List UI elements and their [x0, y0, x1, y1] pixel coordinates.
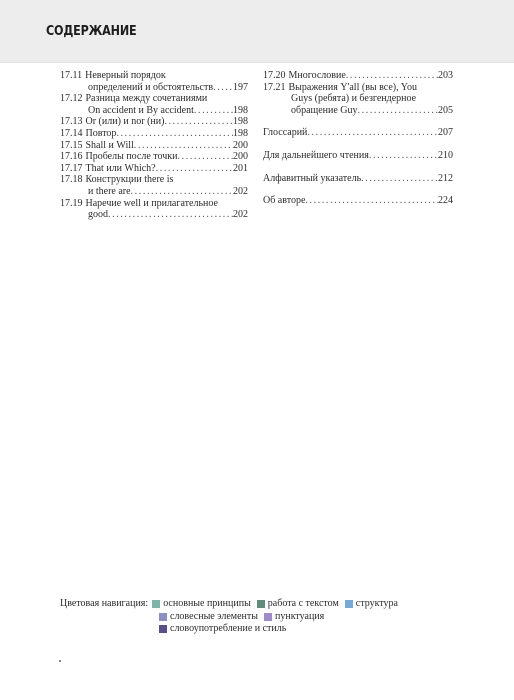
toc-entry-title: Наречие well и прилагательное [85, 197, 218, 209]
toc-leader-dots [156, 163, 233, 175]
toc-entry-title: Многословие [288, 70, 346, 81]
legend-swatch [257, 600, 265, 608]
legend-swatch [264, 613, 272, 621]
toc-entry-title: good [88, 209, 108, 221]
toc-entry[interactable] [263, 82, 453, 117]
toc-entry-title: Shall и Will [85, 139, 134, 151]
toc-entry[interactable] [60, 93, 248, 116]
legend-swatch [152, 600, 160, 608]
toc-left-column [60, 70, 248, 221]
toc-entry-number: 17.12 [60, 93, 83, 105]
toc-entry-glossary[interactable] [263, 127, 453, 139]
legend-item [159, 623, 286, 636]
toc-entry-number: 17.15 [60, 139, 83, 151]
legend-label: Цветовая навигация: [60, 598, 149, 609]
toc-entry[interactable] [263, 70, 453, 82]
toc-entry-page: 201 [233, 162, 248, 174]
toc-entry-further-reading[interactable] [263, 150, 453, 162]
page-title: СОДЕРЖАНИЕ [46, 24, 137, 39]
toc-entry-page: 200 [233, 151, 248, 163]
toc-entry-title: That или Which? [85, 162, 156, 174]
toc-leader-dots [134, 140, 233, 152]
toc-leader-dots [131, 186, 233, 198]
toc-leader-dots [346, 70, 438, 82]
toc-entry-title: Для дальнейшего чтения [263, 149, 369, 161]
toc-leader-dots [213, 82, 233, 94]
toc-entry-title: Глоссарий [263, 127, 308, 139]
toc-entry-title: Разница между сочетаниями [85, 93, 208, 105]
legend-item [264, 611, 324, 624]
toc-entry-index[interactable] [263, 173, 453, 185]
toc-entry-number: 17.11 [60, 70, 83, 81]
legend-item [257, 598, 339, 611]
legend-item-label: словоупотребление и стиль [170, 623, 287, 634]
legend-swatch [159, 613, 167, 621]
legend-item-label: словесные элементы [170, 610, 258, 622]
toc-entry-title: Or (или) и nor (ни) [85, 116, 165, 128]
toc-leader-dots [361, 173, 438, 185]
toc-entry-page: 197 [233, 81, 248, 93]
toc-entry-number: 17.21 [263, 81, 286, 93]
toc-entry-number: 17.17 [60, 162, 83, 174]
toc-leader-dots [164, 116, 233, 128]
toc-entry-page: 198 [233, 104, 248, 116]
legend-item-label: пунктуация [274, 610, 325, 622]
legend-item [345, 598, 398, 611]
toc-entry[interactable] [60, 116, 248, 128]
legend-item [152, 598, 251, 611]
toc-entry-page: 198 [233, 116, 248, 128]
toc-leader-dots [305, 195, 438, 207]
page-mark [59, 660, 61, 662]
legend-item-label: работа с текстом [267, 598, 339, 609]
toc-entry-page: 207 [438, 127, 453, 139]
toc-entry-title: On accident и By accident [88, 104, 194, 116]
toc-entry-title: Конструкции there is [85, 174, 174, 186]
toc-entry-page: 198 [233, 127, 248, 139]
toc-entry-page: 202 [233, 209, 248, 221]
color-navigation-legend [60, 598, 404, 636]
toc-entry[interactable] [60, 128, 248, 140]
toc-entry-page: 210 [438, 149, 453, 161]
toc-entry-title: Выражения Y'all (вы все), You [288, 81, 417, 93]
toc-entry-number: 17.16 [60, 151, 83, 163]
toc-entry-page: 205 [438, 104, 453, 116]
toc-leader-dots [178, 151, 233, 163]
toc-entry[interactable] [60, 140, 248, 152]
toc-leader-dots [369, 150, 438, 162]
legend-item-label: основные принципы [163, 598, 251, 609]
toc-entry-number: 17.20 [263, 70, 286, 81]
toc-entry-number: 17.18 [60, 174, 83, 186]
toc-entry-title: обращение Guy [291, 104, 358, 116]
toc-entry-page: 224 [438, 195, 453, 207]
toc-entry-title: Guys (ребята) и безгендерное [291, 93, 417, 105]
toc-leader-dots [116, 128, 233, 140]
toc-entry-page: 202 [233, 185, 248, 197]
legend-swatch [159, 625, 167, 633]
toc-entry-title: Неверный порядок [85, 70, 166, 81]
toc-entry-number: 17.14 [60, 127, 83, 139]
toc-entry-about-author[interactable] [263, 195, 453, 207]
toc-entry-title: определений и обстоятельств [88, 81, 214, 93]
toc-entry-page: 203 [438, 70, 453, 81]
toc-entry-title: и there are [88, 185, 131, 197]
toc-entry[interactable] [60, 198, 248, 221]
toc-entry-page: 200 [233, 139, 248, 151]
toc-entry-title: Алфавитный указатель [263, 172, 362, 184]
toc-leader-dots [194, 105, 233, 117]
legend-swatch [345, 600, 353, 608]
toc-entry[interactable] [60, 174, 248, 197]
toc-entry[interactable] [60, 70, 248, 93]
toc-entry-title: Повтор [85, 127, 117, 139]
toc-right-column [263, 70, 453, 207]
toc-entry-number: 17.19 [60, 197, 83, 209]
toc-entry-page: 212 [438, 172, 453, 184]
toc-entry-title: Об авторе [263, 195, 306, 207]
toc-leader-dots [358, 105, 438, 117]
toc-entry[interactable] [60, 163, 248, 175]
toc-entry-title: Пробелы после точки [85, 151, 178, 163]
legend-item-label: структура [355, 598, 398, 609]
legend-item [159, 611, 258, 624]
toc-entry-number: 17.13 [60, 116, 83, 128]
toc-entry[interactable] [60, 151, 248, 163]
page-header [0, 0, 514, 63]
toc-leader-dots [108, 209, 233, 221]
toc-leader-dots [307, 127, 438, 139]
